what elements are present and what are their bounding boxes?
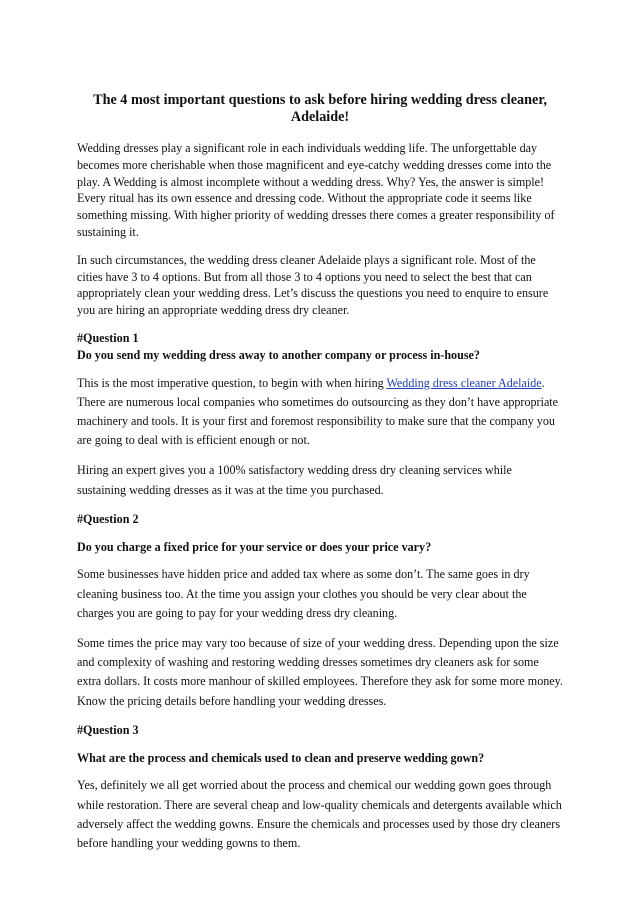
question-2-label: #Question 2 xyxy=(77,511,139,526)
question-1-label: #Question 1 xyxy=(77,330,139,345)
wedding-dress-cleaner-link[interactable]: Wedding dress cleaner Adelaide xyxy=(386,375,542,390)
question-2-heading: Do you charge a fixed price for your service or does your price vary? xyxy=(77,539,432,554)
document-title: The 4 most important questions to ask before hiring wedding dress cleaner, Adelaide! xyxy=(93,92,547,125)
question-3-heading: What are the process and chemicals used to clean and preserve wedding gown? xyxy=(77,750,485,765)
question-1-answer-1 xyxy=(77,374,563,451)
question-1-heading: Do you send my wedding dress away to another company or process in-house? xyxy=(77,347,480,362)
answer-text: . There are numerous local companies who sometimes do outsourcing as they don’t have appropriate machinery and tools. It is your first and foremost responsibility to make sure that the company you are going to deal with is efficient enough or not. xyxy=(77,375,559,448)
answer-text: This is the most imperative question, to begin with when hiring xyxy=(77,375,387,390)
question-1-answer-2: Hiring an expert gives you a 100% satisfactory wedding dress dry cleaning services while sustaining wedding dresses as it was at the time you purchased. xyxy=(77,463,512,497)
question-2-answer-1: Some businesses have hidden price and added tax where as some don’t. The same goes in dry cleaning business too. At the time you assign your clothes you should be very clear about the charges you are going to pay for your wedding dress dry cleaning. xyxy=(77,567,530,620)
intro-paragraph-2: In such circumstances, the wedding dress cleaner Adelaide plays a significant role. Most of the cities have 3 to 4 options. But from all those 3 to 4 options you need to select the best that can appropriately clean your wedding dress. Let’s discuss the questions you need to enquire to ensure you are hiring an appropriate wedding dress dry cleaner. xyxy=(77,252,549,318)
question-3-label: #Question 3 xyxy=(77,722,139,737)
document-body xyxy=(77,92,563,864)
intro-paragraph-1: Wedding dresses play a significant role in each individuals wedding life. The unforgettable day becomes more cherishable when those magnificent and eye-catchy wedding dresses come into the play. A Wedding is almost incomplete without a wedding dress. Why? Yes, the answer is simple! Every ritual has its own essence and dressing code. Without the appropriate code it seems like something missing. With higher priority of wedding dresses there comes a greater responsibility of sustaining it. xyxy=(77,141,555,239)
question-2-answer-2: Some times the price may vary too because of size of your wedding dress. Depending upon the size and complexity of washing and restoring wedding dresses sometimes dry cleaners ask for some extra dollars. It costs more manhour of skilled employees. Therefore they ask for some more money. Know the pricing details before handling your wedding dresses. xyxy=(77,635,563,708)
question-3-answer-1: Yes, definitely we all get worried about the process and chemical our wedding gown goes through while restoration. There are several cheap and low-quality chemicals and detergents available which adversely affect the wedding gowns. Ensure the chemicals and processes used by those dry cleaners before handling your wedding gowns to them. xyxy=(77,778,562,850)
